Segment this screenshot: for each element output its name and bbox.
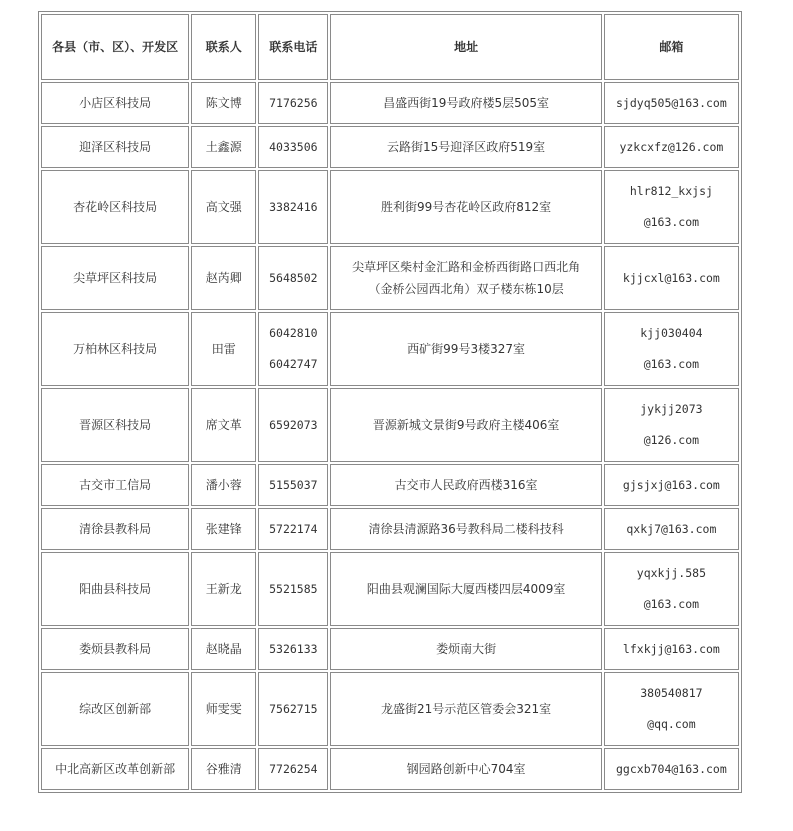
email-cell <box>604 672 739 746</box>
table-row <box>41 552 739 626</box>
email-cell <box>604 82 739 124</box>
address-cell-line: 清徐县清源路36号教科局二楼科技科 <box>368 522 564 536</box>
address-cell <box>330 126 601 168</box>
email-cell-line: @126.com <box>643 433 700 447</box>
org-cell: 清徐县教科局 <box>41 508 189 550</box>
email-cell-line: kjjcxl@163.com <box>622 270 720 285</box>
address-cell <box>330 464 601 506</box>
phone-cell-line: 7726254 <box>269 761 318 776</box>
org-cell: 古交市工信局 <box>41 464 189 506</box>
contact-cell: 土鑫源 <box>191 126 256 168</box>
email-cell-line: @163.com <box>643 597 700 611</box>
email-cell <box>604 388 739 462</box>
email-cell-line: jykjj2073 <box>640 402 703 416</box>
org-cell: 小店区科技局 <box>41 82 189 124</box>
table-row <box>41 82 739 124</box>
phone-cell <box>258 388 328 462</box>
email-cell-line: sjdyq505@163.com <box>616 95 727 110</box>
phone-cell-line: 5521585 <box>269 581 318 596</box>
email-cell <box>604 552 739 626</box>
address-cell-line: 古交市人民政府西楼316室 <box>394 478 538 492</box>
phone-cell-line: 7176256 <box>269 95 318 110</box>
email-cell <box>604 126 739 168</box>
address-cell-line: 钢园路创新中心704室 <box>406 762 526 776</box>
address-cell-line: （金桥公园西北角）双子楼东栋10层 <box>368 282 564 296</box>
phone-cell-line: 5722174 <box>269 521 318 536</box>
phone-cell-line: 4033506 <box>269 139 318 154</box>
contact-cell: 田雷 <box>191 312 256 386</box>
phone-cell <box>258 748 328 790</box>
phone-cell-line: 6592073 <box>269 417 318 432</box>
address-cell <box>330 628 601 670</box>
email-cell-line: qxkj7@163.com <box>626 521 717 536</box>
address-cell-line: 阳曲县观澜国际大厦西楼四层4009室 <box>366 582 566 596</box>
contact-cell: 张建锋 <box>191 508 256 550</box>
contact-cell: 赵芮卿 <box>191 246 256 310</box>
phone-cell-line: 5326133 <box>269 641 318 656</box>
email-cell-line: ggcxb704@163.com <box>616 761 727 776</box>
address-cell <box>330 246 601 310</box>
address-cell <box>330 748 601 790</box>
phone-cell <box>258 464 328 506</box>
table-row <box>41 672 739 746</box>
phone-cell <box>258 246 328 310</box>
phone-cell <box>258 508 328 550</box>
email-cell-line: gjsjxj@163.com <box>622 477 720 492</box>
email-cell-line: yzkcxfz@126.com <box>619 139 724 154</box>
email-cell <box>604 748 739 790</box>
address-cell-line: 尖草坪区柴村金汇路和金桥西街路口西北角 <box>352 260 581 274</box>
header-address: 地址 <box>330 14 601 80</box>
address-cell-line: 晋源新城文景街9号政府主楼406室 <box>372 418 560 432</box>
header-contact: 联系人 <box>191 14 256 80</box>
phone-cell-line: 5648502 <box>269 270 318 285</box>
contact-cell: 席文革 <box>191 388 256 462</box>
address-cell-line: 西矿街99号3楼327室 <box>407 342 525 356</box>
email-cell-line: lfxkjj@163.com <box>622 641 720 656</box>
table-row <box>41 748 739 790</box>
table-row <box>41 464 739 506</box>
address-cell-line: 龙盛街21号示范区管委会321室 <box>380 702 552 716</box>
table-row <box>41 508 739 550</box>
email-cell <box>604 464 739 506</box>
contact-cell: 陈文博 <box>191 82 256 124</box>
email-cell <box>604 508 739 550</box>
org-cell: 娄烦县教科局 <box>41 628 189 670</box>
header-org: 各县（市、区）、开发区 <box>41 14 189 80</box>
email-cell-line: kjj030404 <box>640 326 703 340</box>
address-cell <box>330 312 601 386</box>
table-header-row <box>41 14 739 80</box>
email-cell <box>604 312 739 386</box>
contact-table <box>38 11 742 793</box>
address-cell-line: 胜利街99号杏花岭区政府812室 <box>380 200 552 214</box>
org-cell: 综改区创新部 <box>41 672 189 746</box>
phone-cell-line: 7562715 <box>269 701 318 716</box>
table-row <box>41 312 739 386</box>
address-cell-line: 昌盛西街19号政府楼5层505室 <box>383 96 549 110</box>
org-cell: 迎泽区科技局 <box>41 126 189 168</box>
header-email: 邮箱 <box>604 14 739 80</box>
address-cell <box>330 170 601 244</box>
phone-cell <box>258 312 328 386</box>
phone-cell <box>258 126 328 168</box>
email-cell-line: @qq.com <box>647 717 696 731</box>
contact-cell: 王新龙 <box>191 552 256 626</box>
table-row <box>41 170 739 244</box>
phone-cell <box>258 170 328 244</box>
phone-cell-line: 6042810 <box>269 326 318 340</box>
phone-cell <box>258 82 328 124</box>
address-cell <box>330 82 601 124</box>
email-cell-line: @163.com <box>643 215 700 229</box>
email-cell <box>604 246 739 310</box>
address-cell <box>330 388 601 462</box>
table-row <box>41 388 739 462</box>
header-phone: 联系电话 <box>258 14 328 80</box>
table-row <box>41 246 739 310</box>
table-body <box>41 82 739 790</box>
contact-cell: 赵晓晶 <box>191 628 256 670</box>
phone-cell <box>258 552 328 626</box>
address-cell-line: 云路街15号迎泽区政府519室 <box>386 140 546 154</box>
contact-cell: 谷雅清 <box>191 748 256 790</box>
address-cell <box>330 672 601 746</box>
org-cell: 晋源区科技局 <box>41 388 189 462</box>
org-cell: 中北高新区改革创新部 <box>41 748 189 790</box>
email-cell <box>604 170 739 244</box>
contact-cell: 高文强 <box>191 170 256 244</box>
table-row <box>41 628 739 670</box>
phone-cell <box>258 672 328 746</box>
org-cell: 阳曲县科技局 <box>41 552 189 626</box>
org-cell: 杏花岭区科技局 <box>41 170 189 244</box>
contact-cell: 潘小蓉 <box>191 464 256 506</box>
address-cell <box>330 508 601 550</box>
email-cell-line: @163.com <box>643 357 700 371</box>
email-cell-line: yqxkjj.585 <box>636 566 707 580</box>
contact-cell: 师雯雯 <box>191 672 256 746</box>
email-cell-line: hlr812_kxjsj <box>629 184 713 198</box>
org-cell: 尖草坪区科技局 <box>41 246 189 310</box>
phone-cell-line: 5155037 <box>269 477 318 492</box>
address-cell-line: 娄烦南大街 <box>436 642 497 656</box>
phone-cell-line: 6042747 <box>269 357 318 371</box>
email-cell-line: 380540817 <box>640 686 703 700</box>
phone-cell <box>258 628 328 670</box>
address-cell <box>330 552 601 626</box>
org-cell: 万柏林区科技局 <box>41 312 189 386</box>
phone-cell-line: 3382416 <box>269 199 318 214</box>
email-cell <box>604 628 739 670</box>
table-row <box>41 126 739 168</box>
